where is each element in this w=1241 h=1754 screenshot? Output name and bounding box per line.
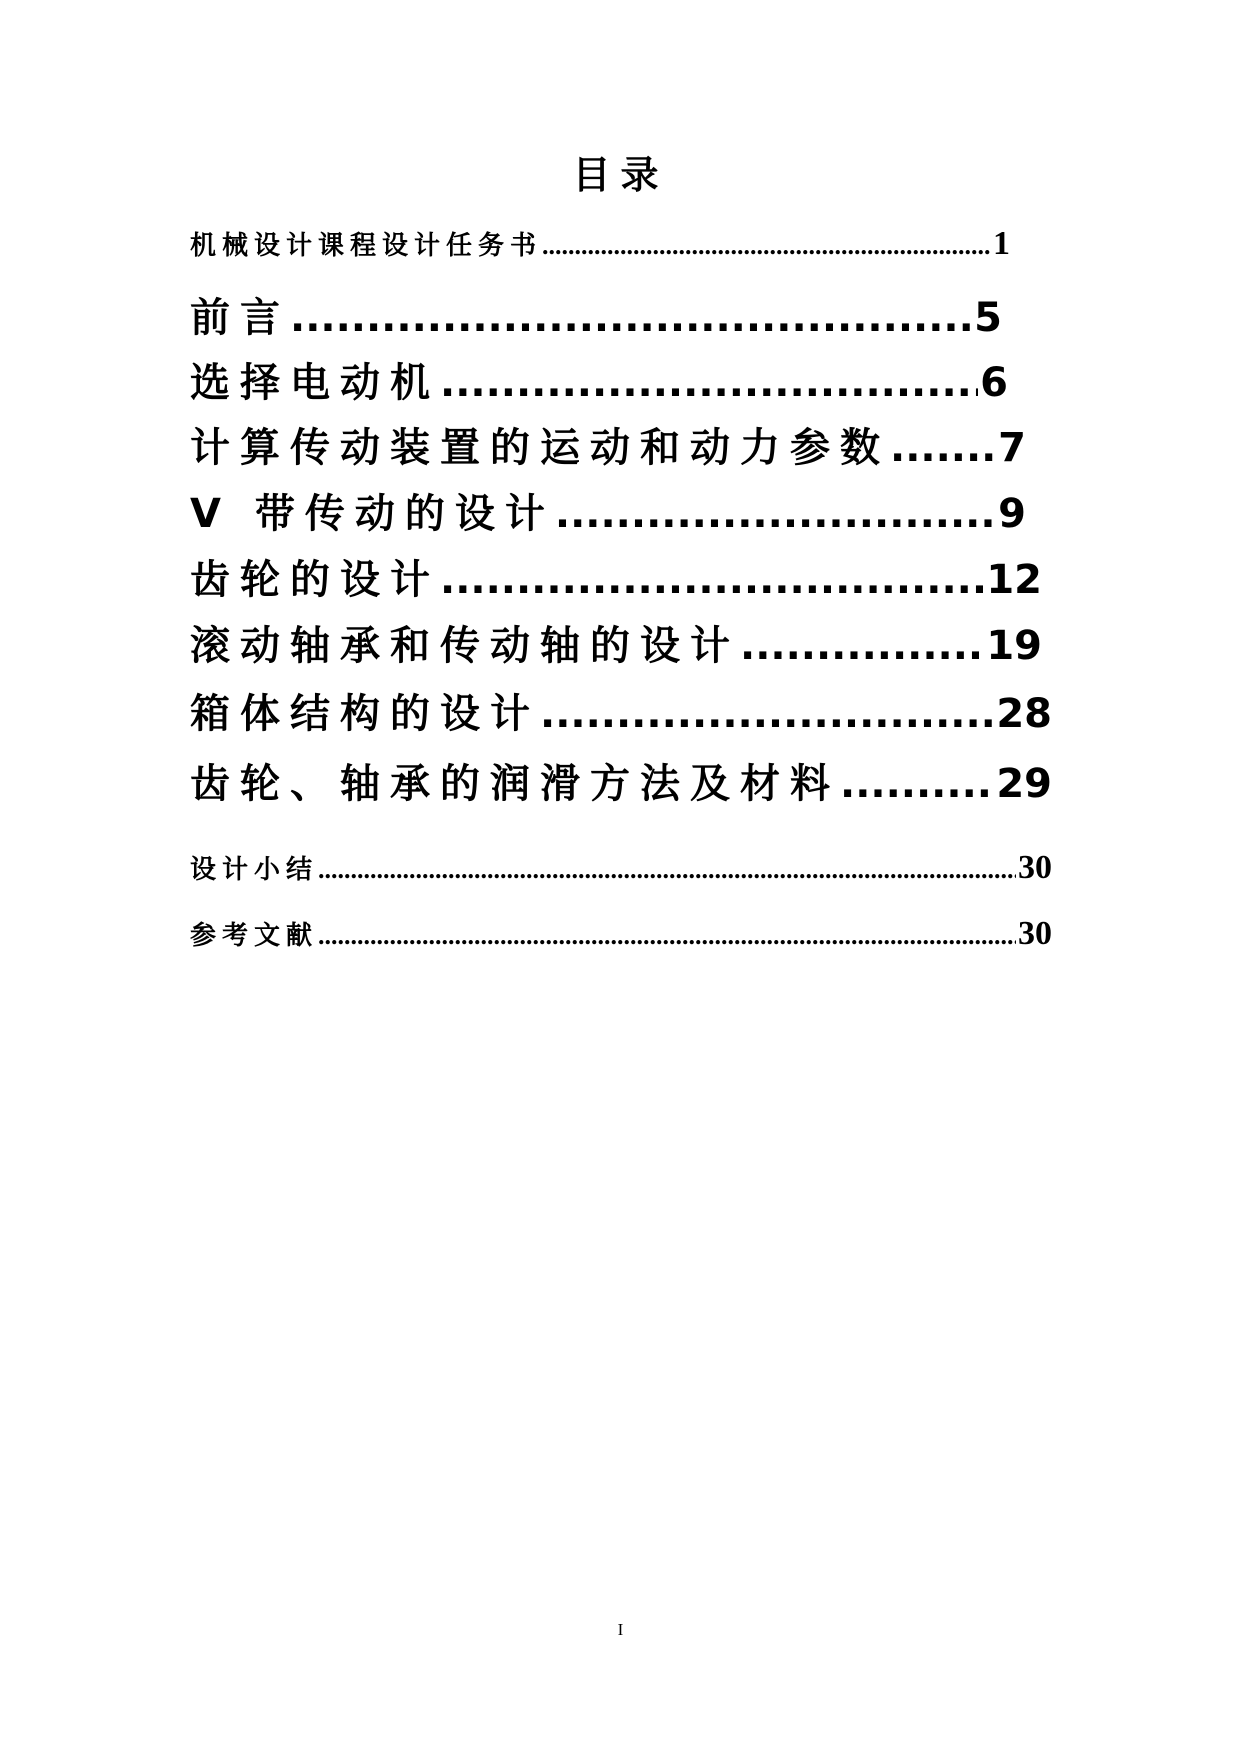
- toc-leader-dots: [318, 916, 1016, 956]
- toc-entry-lubrication[interactable]: [190, 756, 1052, 812]
- toc-page-number: 30: [1018, 915, 1052, 952]
- toc-entry-label: 设计小结: [190, 855, 319, 885]
- toc-page-number: 5: [974, 295, 1002, 341]
- toc-leader-dots: [890, 420, 996, 476]
- toc-entry-label: 齿轮的设计: [190, 557, 440, 603]
- toc-page-number: 12: [986, 557, 1042, 603]
- toc-entry-label: 计算传动装置的运动和动力参数: [190, 425, 890, 471]
- toc-leader-dots: [555, 486, 996, 542]
- toc-entry-label: 参考文献: [190, 921, 319, 951]
- toc-leader-dots: [740, 618, 984, 674]
- toc-entry-label: 齿轮、轴承的润滑方法及材料: [190, 761, 840, 807]
- toc-entry-bearing-shaft-design[interactable]: [190, 618, 1042, 674]
- toc-page-number: 9: [998, 491, 1026, 537]
- toc-leader-dots: [840, 756, 994, 812]
- toc-entry-design-summary[interactable]: [190, 848, 1052, 890]
- toc-page-number: 28: [996, 691, 1052, 737]
- toc-page-number: 19: [986, 623, 1042, 669]
- toc-leader-dots: [318, 850, 1016, 890]
- toc-entry-preface[interactable]: [190, 290, 1002, 346]
- toc-page-number: 30: [1018, 849, 1052, 886]
- toc-leader-dots: [540, 686, 994, 742]
- toc-entry-task-book[interactable]: [190, 224, 1010, 266]
- toc-entry-housing-design[interactable]: [190, 686, 1052, 742]
- toc-entry-gear-design[interactable]: [190, 552, 1042, 608]
- toc-leader-dots: [440, 552, 984, 608]
- toc-page-number: 29: [996, 761, 1052, 807]
- toc-leader-dots: [440, 355, 978, 411]
- toc-page-number: 6: [980, 360, 1008, 406]
- toc-entry-v-belt-design[interactable]: [190, 486, 1026, 542]
- page-number: I: [617, 1620, 624, 1639]
- toc-entry-label: 前言: [190, 295, 290, 341]
- toc-entry-references[interactable]: [190, 914, 1052, 956]
- page-title: 目录: [572, 153, 669, 197]
- toc-entry-transmission-parameters[interactable]: [190, 420, 1026, 476]
- toc-entry-label: 滚动轴承和传动轴的设计: [190, 623, 740, 669]
- toc-page-number: 1: [993, 225, 1010, 262]
- toc-entry-label: 机械设计课程设计任务书: [190, 231, 543, 261]
- toc-leader-dots: [290, 290, 972, 346]
- toc-entry-label: V 带传动的设计: [190, 491, 555, 537]
- toc-page-number: 7: [998, 425, 1026, 471]
- toc-entry-label: 箱体结构的设计: [190, 691, 540, 737]
- toc-entry-motor-selection[interactable]: [190, 355, 1008, 411]
- toc-entry-label: 选择电动机: [190, 360, 440, 406]
- toc-leader-dots: [542, 226, 991, 266]
